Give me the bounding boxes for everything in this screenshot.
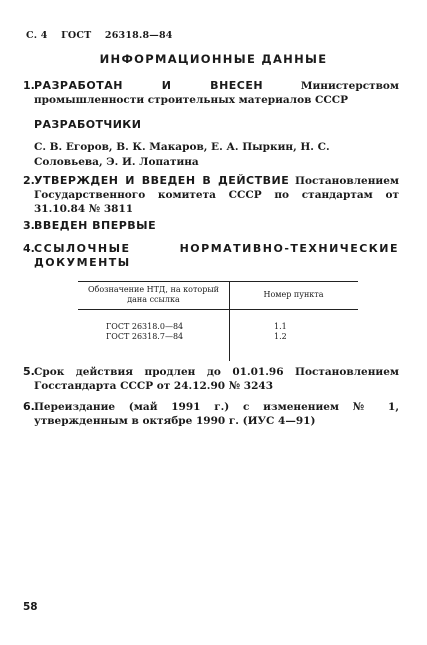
page-number: 58 bbox=[23, 601, 38, 613]
item-text: Министерством промышленности строительных материалов СССР bbox=[34, 80, 400, 106]
item-6 bbox=[23, 400, 399, 428]
standard-label: ГОСТ bbox=[61, 30, 92, 41]
item-1 bbox=[23, 79, 399, 107]
item-number: 4. bbox=[23, 242, 35, 255]
item-2 bbox=[23, 174, 399, 216]
item-number: 2. bbox=[23, 174, 35, 187]
item-number: 6. bbox=[23, 400, 35, 413]
table-header-rule bbox=[78, 309, 358, 310]
item-4 bbox=[23, 242, 399, 270]
developers-heading: РАЗРАБОТЧИКИ bbox=[34, 118, 142, 131]
item-text: Срок действия продлен до 01.01.96 Постановлением Госстандарта СССР от 24.12.90 № 3243 bbox=[34, 366, 399, 392]
item-text: Переиздание (май 1991 г.) с изменением № 1, утвержденным в октябре 1990 г. (ИУС 4—91) bbox=[34, 401, 399, 427]
item-number: 5. bbox=[23, 365, 35, 378]
item-heading: УТВЕРЖДЕН И ВВЕДЕН В ДЕЙСТВИЕ bbox=[34, 174, 290, 187]
item-number: 1. bbox=[23, 79, 35, 92]
table-cell-point: 1.2 bbox=[274, 332, 287, 341]
reference-table bbox=[78, 281, 358, 361]
item-number: 3. bbox=[23, 219, 35, 232]
item-heading: ССЫЛОЧНЫЕ НОРМАТИВНО-ТЕХНИЧЕСКИЕ ДОКУМЕНТЫ bbox=[34, 242, 399, 269]
item-text: Постановлением Государственного комитета СССР по стандартам от 31.10.84 № 3811 bbox=[34, 175, 399, 215]
page-header bbox=[26, 30, 173, 41]
table-header-document: Обозначение НТД, на который дана ссылка bbox=[87, 285, 220, 304]
page-label: С. 4 bbox=[26, 30, 48, 41]
item-3 bbox=[23, 219, 399, 233]
page-title: ИНФОРМАЦИОННЫЕ ДАННЫЕ bbox=[99, 52, 328, 66]
table-cell-document: ГОСТ 26318.0—84 bbox=[106, 322, 184, 331]
table-cell-document: ГОСТ 26318.7—84 bbox=[106, 332, 184, 341]
table-header-point: Номер пункта bbox=[263, 290, 324, 299]
item-heading: ВВЕДЕН ВПЕРВЫЕ bbox=[34, 219, 157, 232]
table-top-rule bbox=[78, 281, 358, 282]
item-5 bbox=[23, 365, 399, 393]
developers-names: С. В. Егоров, В. К. Макаров, Е. А. Пыркин, Н. С. Соловьева, Э. И. Лопатина bbox=[34, 141, 330, 168]
standard-number: 26318.8—84 bbox=[104, 30, 173, 41]
table-cell-point: 1.1 bbox=[274, 322, 287, 331]
item-heading: РАЗРАБОТАН И ВНЕСЕН bbox=[34, 79, 264, 92]
